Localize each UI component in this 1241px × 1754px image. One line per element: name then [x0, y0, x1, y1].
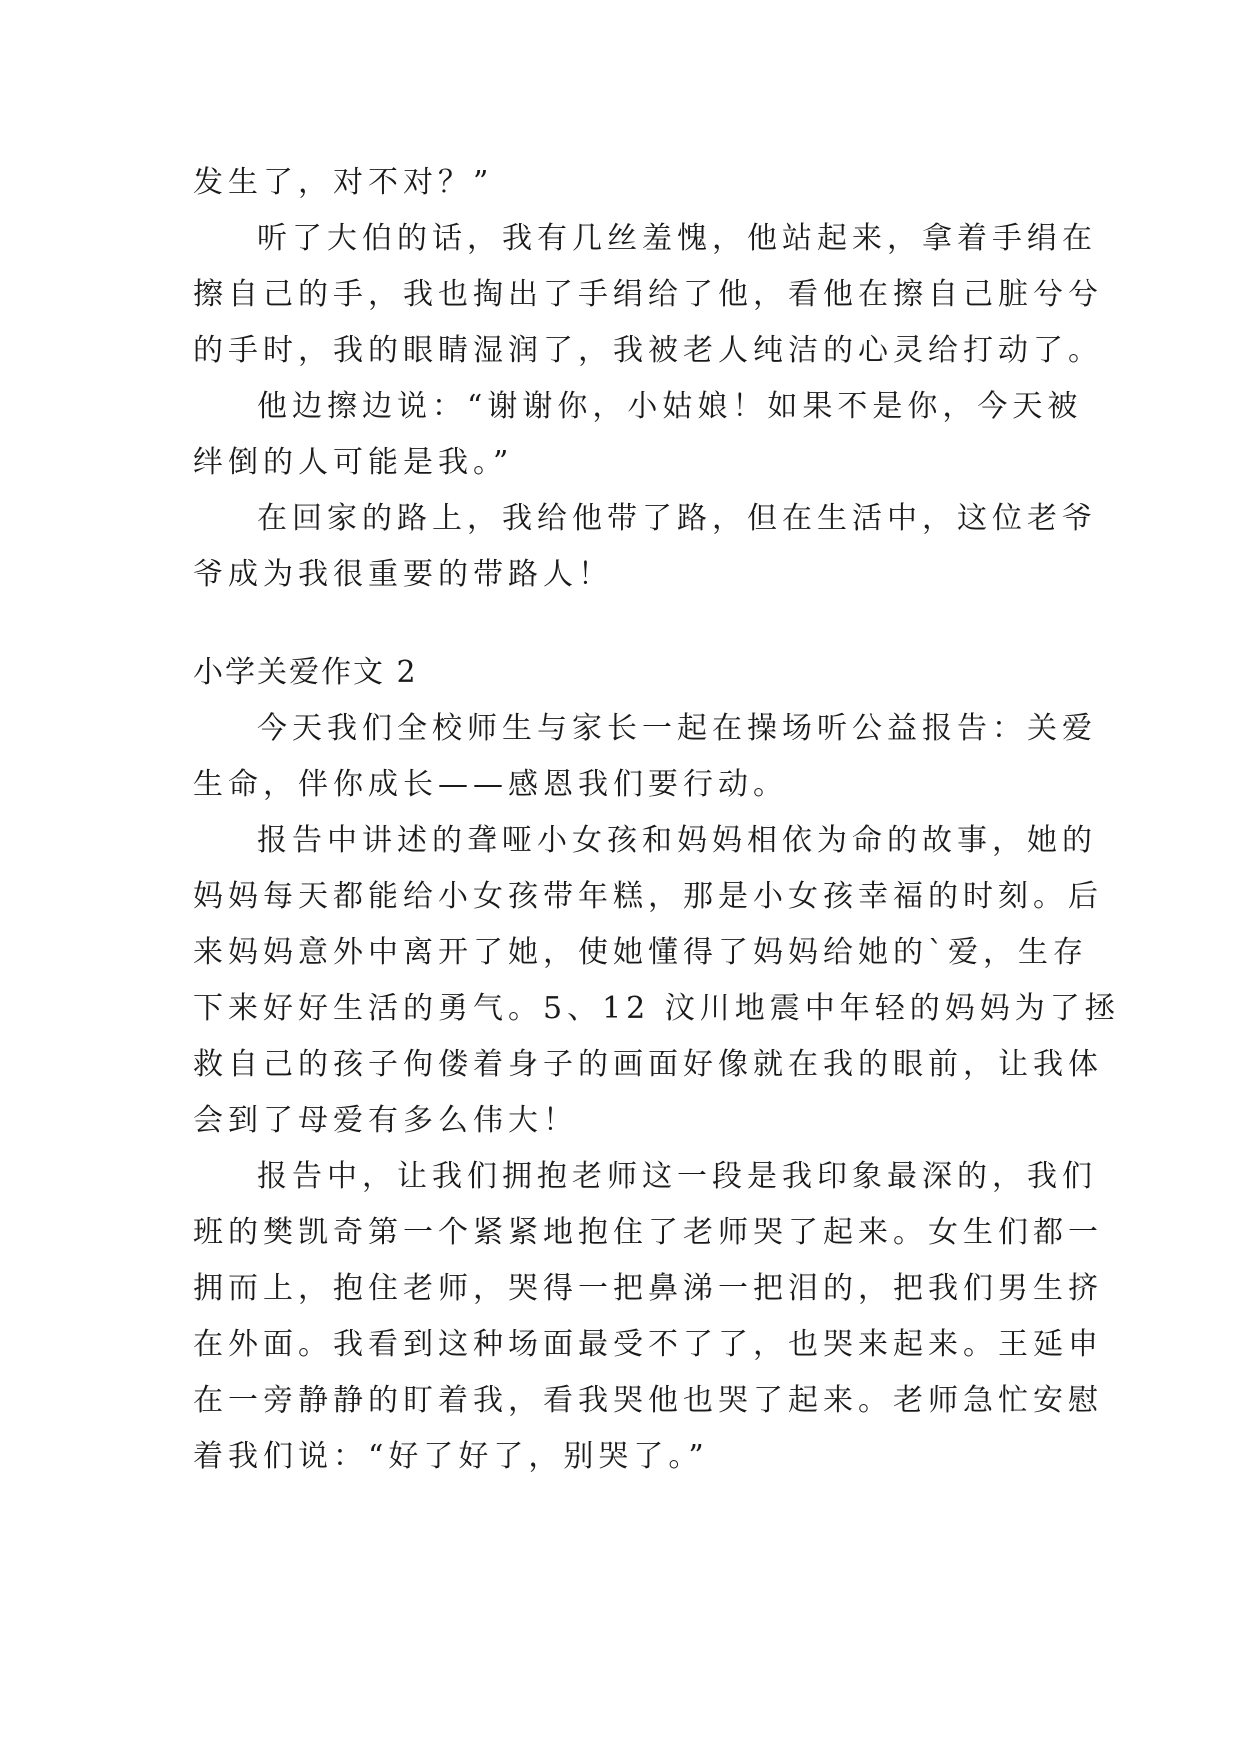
text-line: 妈妈每天都能给小女孩带年糕，那是小女孩幸福的时刻。后 [193, 879, 1103, 914]
text-line: 救自己的孩子佝偻着身子的画面好像就在我的眼前，让我体 [193, 1047, 1103, 1082]
text-line: 发生了，对不对？” [193, 165, 494, 200]
text-line: 着我们说：“好了好了，别哭了。” [193, 1439, 709, 1474]
text-line: 的手时，我的眼睛湿润了，我被老人纯洁的心灵给打动了。 [193, 333, 1103, 368]
essay-body [193, 155, 1120, 1485]
text-line: 会到了母爱有多么伟大！ [193, 1103, 578, 1138]
section-title: 小学关爱作文 2 [193, 655, 418, 690]
text-line: 绊倒的人可能是我。” [193, 445, 514, 480]
text-line: 拥而上，抱住老师，哭得一把鼻涕一把泪的，把我们男生挤 [193, 1271, 1103, 1306]
text-line: 生命，伴你成长——感恩我们要行动。 [193, 767, 788, 802]
text-line: 在外面。我看到这种场面最受不了了，也哭来起来。王延申 [193, 1327, 1103, 1362]
text-line: 下来好好生活的勇气。5、12 汶川地震中年轻的妈妈为了拯 [193, 991, 1120, 1026]
text-line: 报告中，让我们拥抱老师这一段是我印象最深的，我们 [257, 1159, 1097, 1194]
text-line: 他边擦边说：“谢谢你，小姑娘！如果不是你，今天被 [257, 389, 1083, 424]
text-line: 爷成为我很重要的带路人！ [193, 557, 613, 592]
text-line: 报告中讲述的聋哑小女孩和妈妈相依为命的故事，她的 [257, 823, 1097, 858]
text-line: 来妈妈意外中离开了她，使她懂得了妈妈给她的`爱，生存 [193, 935, 1088, 970]
text-line: 班的樊凯奇第一个紧紧地抱住了老师哭了起来。女生们都一 [193, 1215, 1103, 1250]
text-line: 在一旁静静的盯着我，看我哭他也哭了起来。老师急忙安慰 [193, 1383, 1103, 1418]
text-line: 听了大伯的话，我有几丝羞愧，他站起来，拿着手绢在 [257, 221, 1097, 256]
text-line: 擦自己的手，我也掏出了手绢给了他，看他在擦自己脏兮兮 [193, 277, 1103, 312]
text-line: 在回家的路上，我给他带了路，但在生活中，这位老爷 [257, 501, 1097, 536]
text-line: 今天我们全校师生与家长一起在操场听公益报告：关爱 [257, 711, 1097, 746]
